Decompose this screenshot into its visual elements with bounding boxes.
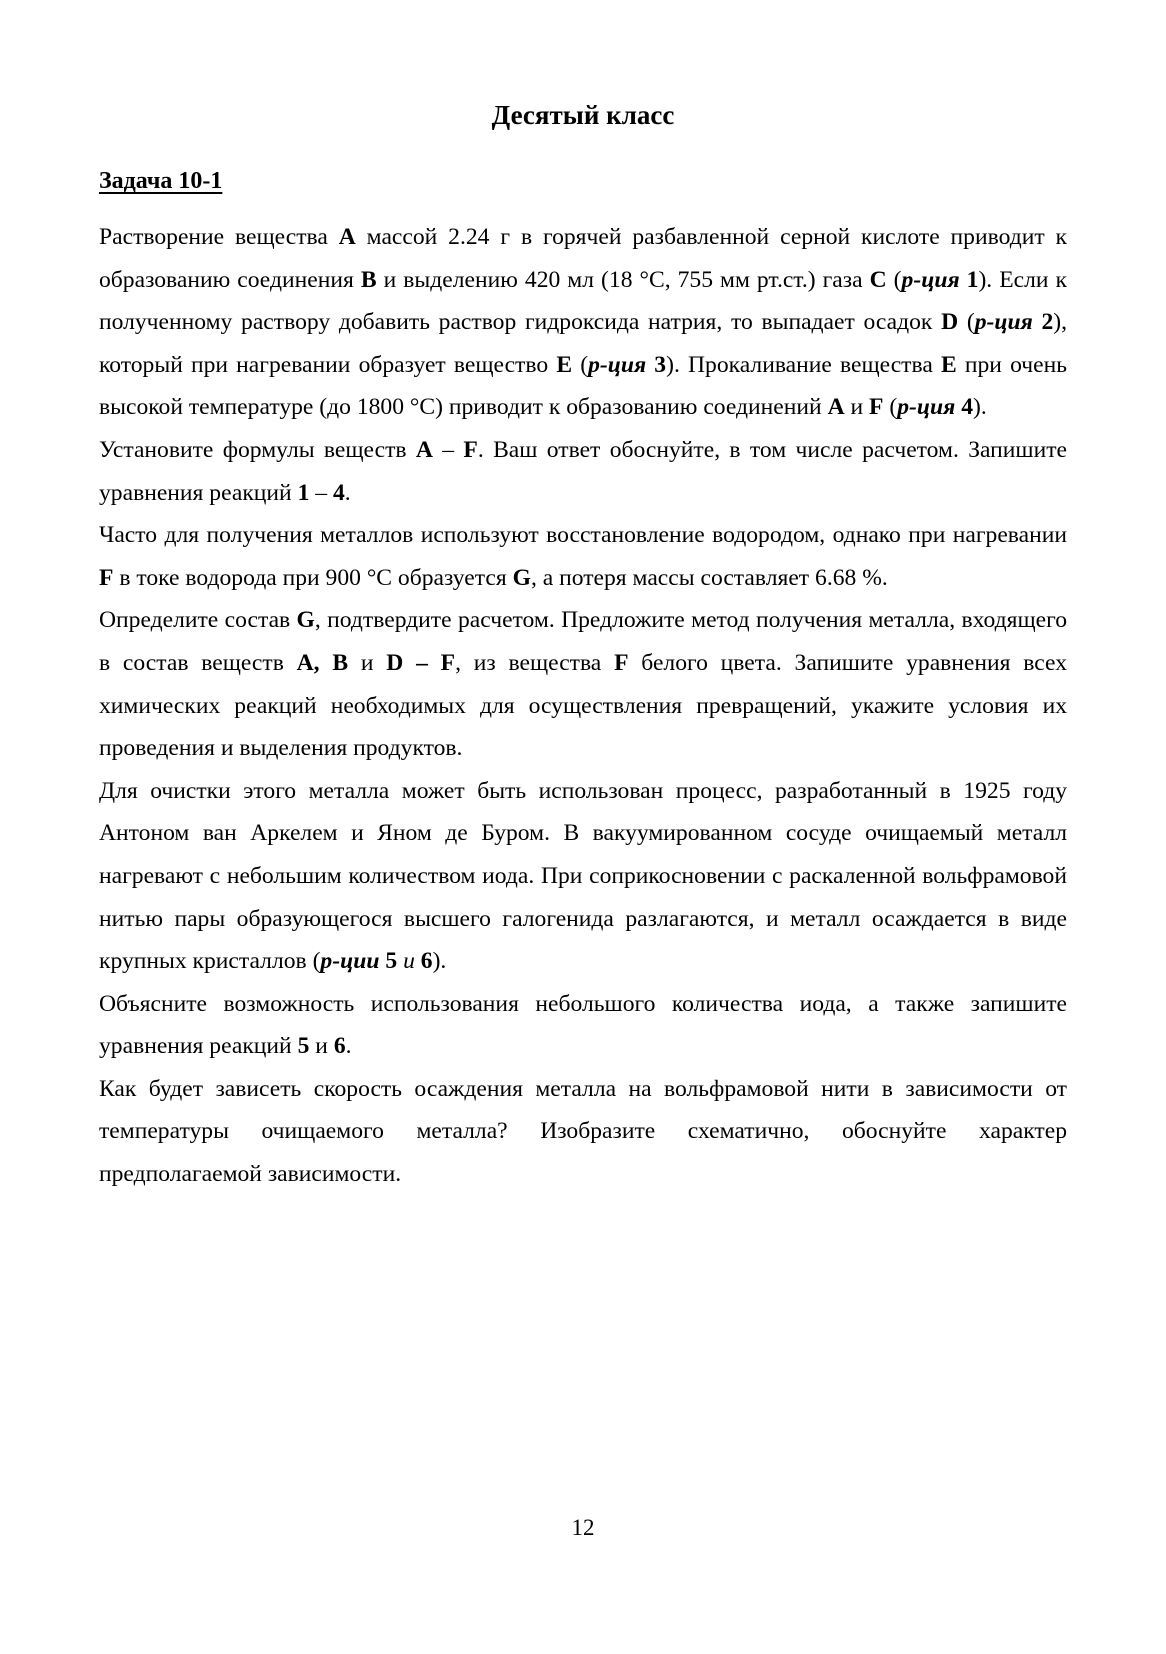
text-run: белого цвета. Запишите уравнения всех химических реакций необходимых для осуществления превращений, укажите условия их проведения и выделения продуктов. (99, 649, 1068, 762)
emphasized-text: 5 (297, 1033, 310, 1060)
text-run: ). (432, 948, 447, 975)
text-run: , из вещества (455, 649, 615, 676)
emphasized-text: 3 (654, 351, 667, 378)
text-run: Определите состав (99, 607, 297, 634)
text-run: Как будет зависеть скорость осаждения металла на вольфрамовой нити в зависимости от температуры очищаемого металла? Изобразите схематично, обоснуйте характер предполагаемой зависимости. (99, 1075, 1067, 1188)
emphasized-text: 6 (420, 948, 433, 975)
emphasized-text: G (512, 564, 531, 591)
emphasized-text: D (941, 309, 959, 336)
emphasized-text: G (296, 607, 315, 634)
emphasized-text: A, B (296, 649, 349, 676)
text-run: и (309, 1033, 334, 1060)
text-run: , подтвердите расчетом. Предложите метод получения металла, входящего в состав веществ (99, 607, 1067, 676)
text-run: ), который при нагревании образует вещество (99, 309, 1068, 378)
text-run: при очень высокой температуре (до 1800 °С) приводит к образованию соединений (99, 351, 1067, 421)
emphasized-text: E (940, 351, 957, 378)
paragraph (99, 514, 1067, 599)
emphasized-text: A (338, 224, 356, 250)
page-number: 12 (571, 1515, 595, 1540)
emphasized-text: F (463, 436, 478, 463)
text-run: . (345, 1033, 352, 1060)
problem-heading: Задача 10-1 (99, 168, 223, 194)
emphasized-text: D – F (386, 649, 456, 676)
text-run: ( (958, 309, 975, 336)
paragraph (99, 216, 1067, 429)
text-run: массой 2.24 г в горячей разбавленной серной кислоте приводит к образованию соединения (99, 224, 1068, 293)
text-run: . (344, 479, 351, 506)
emphasized-text: 6 (333, 1033, 346, 1060)
problem-body (99, 216, 1067, 1196)
text-run: и (348, 649, 387, 676)
emphasized-text: F (614, 649, 629, 676)
text-run: , а потеря массы составляет 6.68 %. (530, 564, 888, 591)
emphasized-text: A (827, 394, 845, 421)
text-run: в токе водорода при 900 °С образуется (113, 564, 513, 591)
emphasized-text: 1 (297, 479, 310, 506)
emphasized-text: E (556, 351, 573, 378)
emphasized-text: F (99, 564, 114, 591)
text-run: ). (973, 394, 987, 421)
emphasized-text: 1 (966, 266, 979, 293)
paragraph (99, 983, 1067, 1068)
text-run: Установите формулы веществ (99, 436, 416, 463)
text-run: – (432, 436, 464, 463)
text-run: ). Прокаливание вещества (666, 351, 941, 378)
emphasized-text: C (869, 266, 887, 293)
emphasized-text: р-ция (588, 351, 647, 378)
text-run: Объясните возможность использования небольшого количества иода, а также запишите уравнения реакций (99, 990, 1067, 1060)
emphasized-text: 4 (961, 394, 973, 421)
text-run: . Ваш ответ обоснуйте, в том числе расчетом. Запишите уравнения реакций (99, 436, 1068, 506)
text-run: ( (572, 351, 589, 378)
text-run: и (403, 948, 415, 975)
text-run (960, 267, 967, 293)
text-run: Часто для получения металлов используют восстановление водородом, однако при нагревании (99, 522, 1067, 549)
emphasized-text: 2 (1041, 309, 1054, 336)
text-run: Для очистки этого металла может быть использован процесс, разработанный в 1925 году Антоном ван Аркелем и Яном де Буром. В вакуумированном сосуде очищаемый металл нагревают с небольшим количеством иода. При соприкосновении с раскаленной вольфрамовой нитью пары образующегося высшего галогенида разлагаются, и металл осаждается в виде крупных кристаллов ( (99, 777, 1067, 975)
paragraph (99, 429, 1067, 514)
emphasized-text: B (360, 266, 377, 293)
text-run: и выделению 420 мл (18 °С, 755 мм рт.ст.) газа (376, 266, 870, 293)
text-run: – (309, 479, 333, 506)
text-run: Растворение вещества (99, 224, 339, 250)
emphasized-text: р-ция (901, 266, 960, 293)
text-run: ( (886, 266, 902, 293)
paragraph (99, 770, 1067, 983)
text-run: и (844, 394, 870, 421)
emphasized-text: р-ции (320, 948, 380, 975)
emphasized-text: A (415, 436, 433, 463)
page-title: Десятый класс (491, 100, 675, 130)
text-run: ( (883, 394, 898, 421)
emphasized-text: р-ция (974, 309, 1033, 336)
emphasized-text: 5 (385, 948, 398, 975)
emphasized-text: 4 (332, 479, 345, 506)
paragraph (99, 1068, 1067, 1196)
text-run: ). Если к полученному раствору добавить раствор гидроксида натрия, то выпадает осадок (99, 266, 1067, 336)
emphasized-text: F (869, 394, 884, 421)
paragraph (99, 599, 1067, 769)
emphasized-text: р-ция (897, 394, 956, 421)
